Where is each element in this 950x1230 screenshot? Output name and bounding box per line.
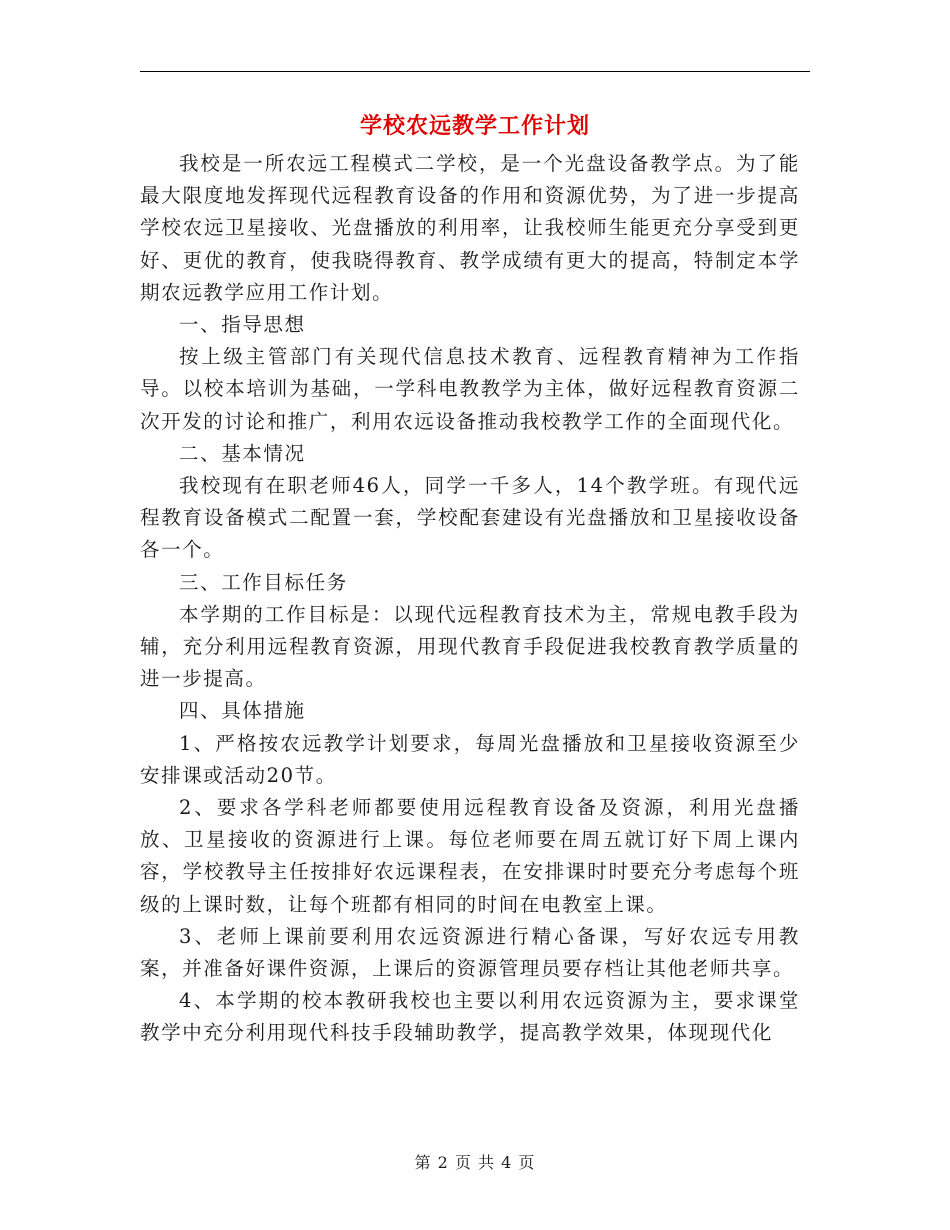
paragraph-intro: 我校是一所农远工程模式二学校，是一个光盘设备教学点。为了能最大限度地发挥现代远程教育设备的作用和资源优势，为了进一步提高学校农远卫星接收、光盘播放的利用率，让我校师生能更充分享受到更好、更优的教育，使我晓得教育、教学成绩有更大的提高，特制定本学期农远教学应用工作计划。 <box>140 152 800 304</box>
document-title: 学校农远教学工作计划 <box>359 113 590 139</box>
paragraph-guiding-ideology: 按上级主管部门有关现代信息技术教育、远程教育精神为工作指导。以校本培训为基础，一学科电教教学为主体，做好远程教育资源二次开发的讨论和推广，利用农远设备推动我校教学工作的全面现代化。 <box>140 345 800 433</box>
section-heading-basic-situation: 二、基本情况 <box>179 441 306 465</box>
page-number-label: 第 2 页 共 4 页 <box>414 1153 536 1172</box>
page-number-footer <box>0 1151 950 1175</box>
header-rule <box>140 71 810 72</box>
paragraph-basic-situation: 我校现有在职老师46人，同学一千多人，14个教学班。有现代远程教育设备模式二配置一套，学校配套建设有光盘播放和卫星接收设备各一个。 <box>140 474 800 562</box>
section-heading-measures: 四、具体措施 <box>179 699 306 723</box>
paragraph-measure-1: 1、严格按农远教学计划要求，每周光盘播放和卫星接收资源至少安排课或活动20节。 <box>140 731 800 787</box>
paragraph-goals: 本学期的工作目标是：以现代远程教育技术为主，常规电教手段为辅，充分利用远程教育资源，用现代教育手段促进我校教育教学质量的进一步提高。 <box>140 602 800 691</box>
paragraph-measure-4: 4、本学期的校本教研我校也主要以利用农远资源为主，要求课堂教学中充分利用现代科技手段辅助教学，提高教学效果，体现现代化 <box>140 989 800 1045</box>
section-heading-goals: 三、工作目标任务 <box>179 570 348 594</box>
paragraph-measure-3: 3、老师上课前要利用农远资源进行精心备课，写好农远专用教案，并准备好课件资源，上课后的资源管理员要存档让其他老师共享。 <box>140 924 800 981</box>
section-heading-guiding-ideology: 一、指导思想 <box>179 313 306 337</box>
paragraph-measure-2: 2、要求各学科老师都要使用远程教育设备及资源，利用光盘播放、卫星接收的资源进行上课。每位老师要在周五就订好下周上课内容，学校教导主任按排好农远课程表，在安排课时时要充分考虑每个班级的上课时数，让每个班都有相同的时间在电教室上课。 <box>140 796 800 916</box>
document-body <box>140 148 800 1050</box>
